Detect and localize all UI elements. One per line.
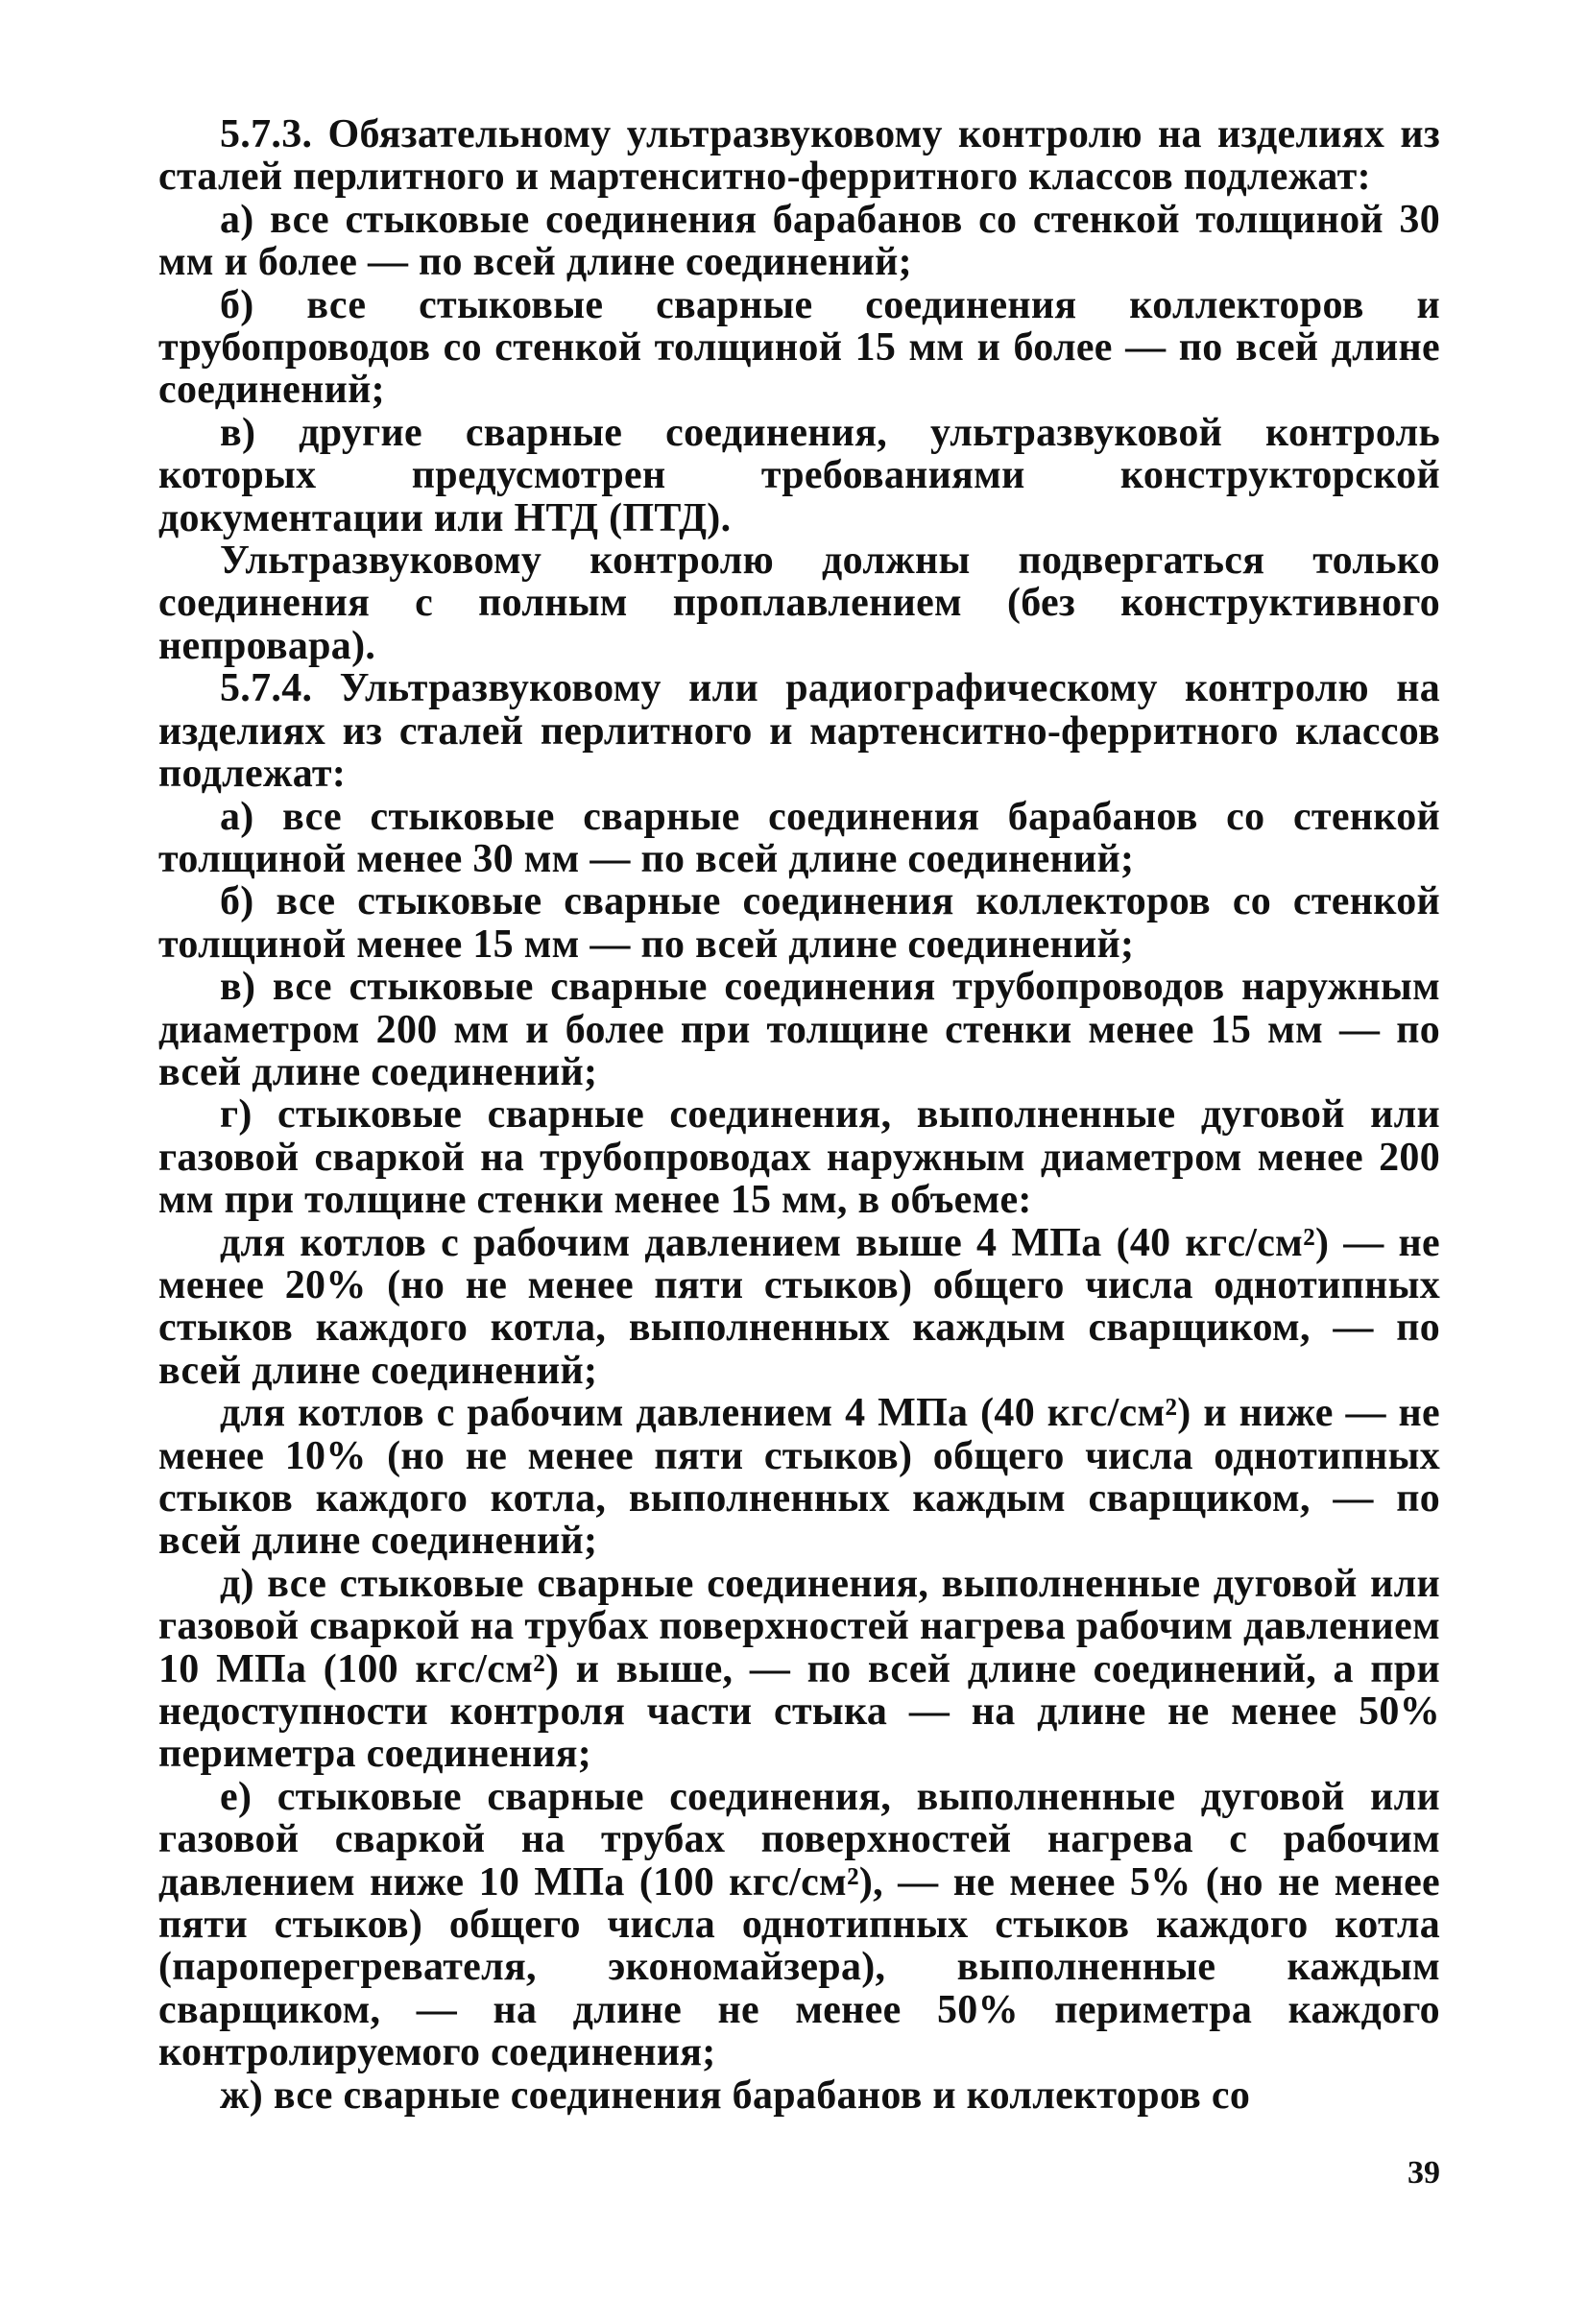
paragraph-boilers-above-4mpa: для котлов с рабочим давлением выше 4 МПа (40 кгс/см²) — не менее 20% (но не менее пяти стыков) общего числа однотипных стыков каждого котла, выполненных каждым сварщиком, — по всей длине соединений;: [158, 1220, 1440, 1393]
paragraph-ultrasound-note: Ультразвуковому контролю должны подвергаться только соединения с полным проплавлением (без конструктивного непровара).: [158, 539, 1440, 668]
paragraph-item-a-2: а) все стыковые сварные соединения барабанов со стенкой толщиной менее 30 мм — по всей длине соединений;: [158, 794, 1440, 881]
paragraph-5-7-3: 5.7.3. Обязательному ультразвуковому контролю на изделиях из сталей перлитного и мартенситно-ферритного классов подлежат:: [158, 112, 1440, 200]
paragraph-item-g: г) стыковые сварные соединения, выполненные дуговой или газовой сваркой на трубопроводах наружным диаметром менее 200 мм при толщине стенки менее 15 мм, в объеме:: [158, 1092, 1440, 1223]
paragraph-5-7-4: 5.7.4. Ультразвуковому или радиографическому контролю на изделиях из сталей перлитного и мартенситно-ферритного классов подлежат:: [158, 666, 1440, 797]
paragraph-item-d: д) все стыковые сварные соединения, выполненные дуговой или газовой сваркой на трубах поверхностей нагрева рабочим давлением 10 МПа (100 кгс/см²) и выше, — по всей длине соединений, а при недоступности контроля части стыка — на длине не менее 50% периметра соединения;: [158, 1561, 1440, 1777]
page-number: 39: [1408, 2155, 1440, 2191]
paragraph-item-v-2: в) все стыковые сварные соединения трубопроводов наружным диаметром 200 мм и более при толщине стенки менее 15 мм — по всей длине соединений;: [158, 965, 1440, 1094]
paragraph-item-b-2: б) все стыковые сварные соединения коллекторов со стенкой толщиной менее 15 мм — по всей длине соединений;: [158, 879, 1440, 967]
document-page: [158, 113, 1440, 2254]
paragraph-item-a: а) все стыковые соединения барабанов со стенкой толщиной 30 мм и более — по всей длине соединений;: [158, 197, 1440, 285]
paragraph-item-v: в) другие сварные соединения, ультразвуковой контроль которых предусмотрен требованиями конструкторской документации или НТД (ПТД).: [158, 410, 1440, 540]
paragraph-boilers-4mpa-and-below: для котлов с рабочим давлением 4 МПа (40 кгс/см²) и ниже — не менее 10% (но не менее пяти стыков) общего числа однотипных стыков каждого котла, выполненных каждым сварщиком, — по всей длине соединений;: [158, 1391, 1440, 1564]
paragraph-item-e: е) стыковые сварные соединения, выполненные дуговой или газовой сваркой на трубах поверхностей нагрева с рабочим давлением ниже 10 МПа (100 кгс/см²), — не менее 5% (но не менее пяти стыков) общего числа однотипных стыков каждого котла (пароперегревателя, экономайзера), выполненные каждым сварщиком, — на длине не менее 50% периметра каждого контролируемого соединения;: [158, 1774, 1440, 2075]
paragraph-item-zh: ж) все сварные соединения барабанов и коллекторов со: [220, 2072, 1251, 2118]
paragraph-item-b: б) все стыковые сварные соединения коллекторов и трубопроводов со стенкой толщиной 15 мм и более — по всей длине соединений;: [158, 282, 1440, 413]
